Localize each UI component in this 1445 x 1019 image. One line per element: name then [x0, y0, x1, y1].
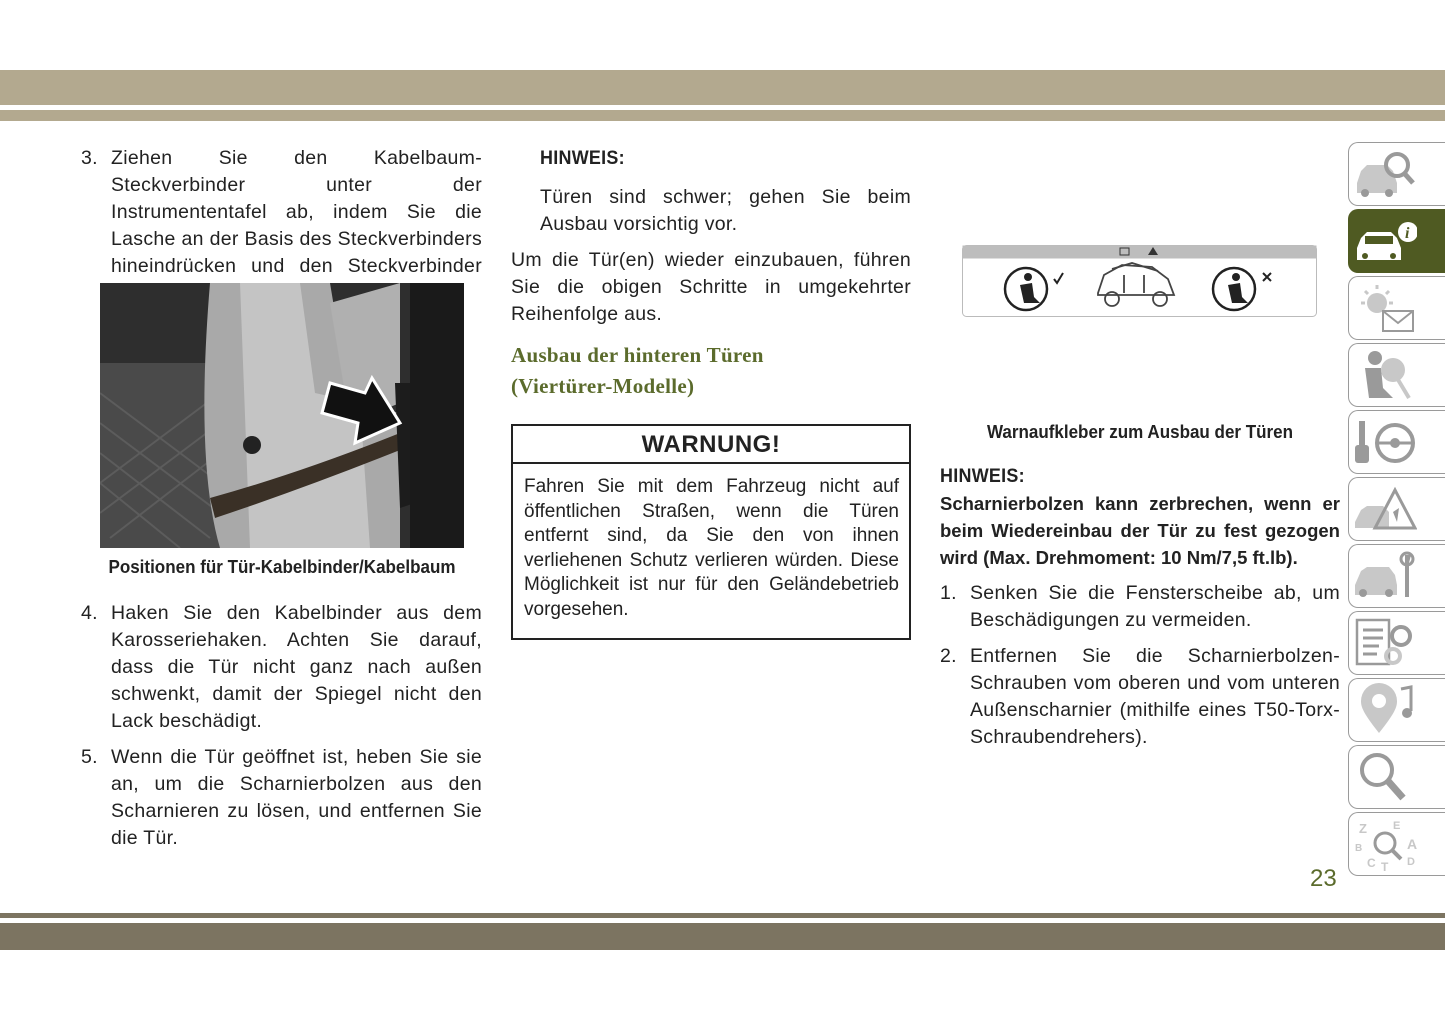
settings-list-icon	[1353, 616, 1417, 670]
car-warning-triangle-icon	[1353, 482, 1417, 536]
key-steering-wheel-icon	[1353, 415, 1417, 469]
step-5: 5. Wenn die Tür geöffnet ist, heben Sie sie an, um die Scharnierbolzen aus den Scharnieren zu lösen, und entfernen Sie die Tür.	[81, 746, 482, 849]
photo-caption: Positionen für Tür-Kabelbinder/Kabelbaum	[108, 556, 456, 577]
tab-search[interactable]	[1348, 745, 1445, 809]
tab-vehicle-info[interactable]	[1348, 209, 1445, 273]
tab-technical-specs[interactable]	[1348, 611, 1445, 675]
hint-label: HINWEIS:	[540, 147, 625, 169]
tab-warning-lights[interactable]	[1348, 276, 1445, 340]
svg-text:D: D	[1407, 856, 1415, 868]
magnifier-icon	[1353, 750, 1417, 804]
reinstall-paragraph: Um die Tür(en) wieder einzubauen, führen Sie die obigen Schritte in umgekehrter Reihenfolge aus.	[511, 249, 911, 325]
footer-band	[0, 923, 1445, 950]
footer-band-thin	[0, 913, 1445, 918]
warning-text: Fahren Sie mit dem Fahrzeug nicht auf öffentlichen Straßen, wenn die Türen entfernt sind, da Sie den von ihnen verliehenen Schutz verlieren würden. Diese Möglichkeit ist nur für den Geländebetrieb vorgesehen.	[524, 476, 899, 620]
tab-getting-to-know-vehicle[interactable]	[1348, 142, 1445, 206]
label-caption: Warnaufkleber zum Ausbau der Türen	[986, 421, 1294, 442]
column-left-lower	[81, 600, 482, 861]
door-removal-warning-label	[962, 245, 1317, 317]
navigation-music-icon	[1353, 683, 1417, 737]
warning-lights-message-icon	[1353, 281, 1417, 335]
car-info-icon	[1353, 214, 1417, 268]
alphabet-index-icon	[1353, 817, 1417, 871]
warning-title: WARNUNG!	[513, 426, 909, 464]
step-4: 4. Haken Sie den Kabelbinder aus dem Karosseriehaken. Achten Sie darauf, dass die Tür nicht ganz nach außen schwenkt, damit der Spiegel nicht den Lack beschädigt.	[81, 602, 482, 732]
hint-label-right: HINWEIS:	[940, 465, 1025, 487]
page-number: 23	[1310, 865, 1337, 892]
door-wiring-photo	[100, 283, 464, 548]
step-3: 3. Ziehen Sie den Kabelbaum-Steckverbinder unter der Instrumententafel ab, indem Sie die Lasche an der Basis des Steckverbinders hineindrücken und den Steckverbinder	[81, 147, 482, 277]
section-heading-line2: (Viertürer-Modelle)	[511, 374, 695, 398]
warning-box	[511, 424, 911, 640]
svg-text:Z: Z	[1359, 821, 1367, 836]
svg-text:T: T	[1381, 860, 1389, 871]
hint-text: Türen sind schwer; gehen Sie beim Ausbau vorsichtig vor.	[540, 186, 911, 235]
hint-text-right: Scharnierbolzen kann zerbrechen, wenn er beim Wiedereinbau der Tür zu fest gezogen wird (Max. Drehmoment: 10 Nm/7,5 ft.lb).	[940, 493, 1340, 568]
svg-text:E: E	[1393, 820, 1401, 832]
tab-multimedia[interactable]	[1348, 678, 1445, 742]
column-middle	[511, 145, 911, 402]
tab-safety[interactable]	[1348, 343, 1445, 407]
step-2: 2. Entfernen Sie die Scharnierbolzen-Schrauben vom oberen und vom unteren Außenscharnier (mithilfe eines T50-Torx-Schraubendrehers).	[940, 645, 1340, 748]
svg-text:B: B	[1355, 843, 1363, 854]
svg-text:A: A	[1407, 836, 1417, 852]
step-1: 1. Senken Sie die Fensterscheibe ab, um Beschädigungen zu vermeiden.	[940, 582, 1340, 631]
column-right	[940, 463, 1340, 760]
tab-starting-operating[interactable]	[1348, 410, 1445, 474]
passenger-airbag-icon	[1353, 348, 1417, 402]
tab-emergency[interactable]	[1348, 477, 1445, 541]
svg-text:i: i	[1405, 225, 1410, 242]
car-search-icon	[1353, 147, 1417, 201]
svg-text:C: C	[1367, 856, 1376, 870]
header-band-thin	[0, 110, 1445, 121]
tab-servicing[interactable]	[1348, 544, 1445, 608]
tab-index[interactable]	[1348, 812, 1445, 876]
car-wrench-icon	[1353, 549, 1417, 603]
section-heading	[511, 340, 911, 402]
header-band	[0, 70, 1445, 105]
section-heading-line1: Ausbau der hinteren Türen	[511, 343, 764, 367]
